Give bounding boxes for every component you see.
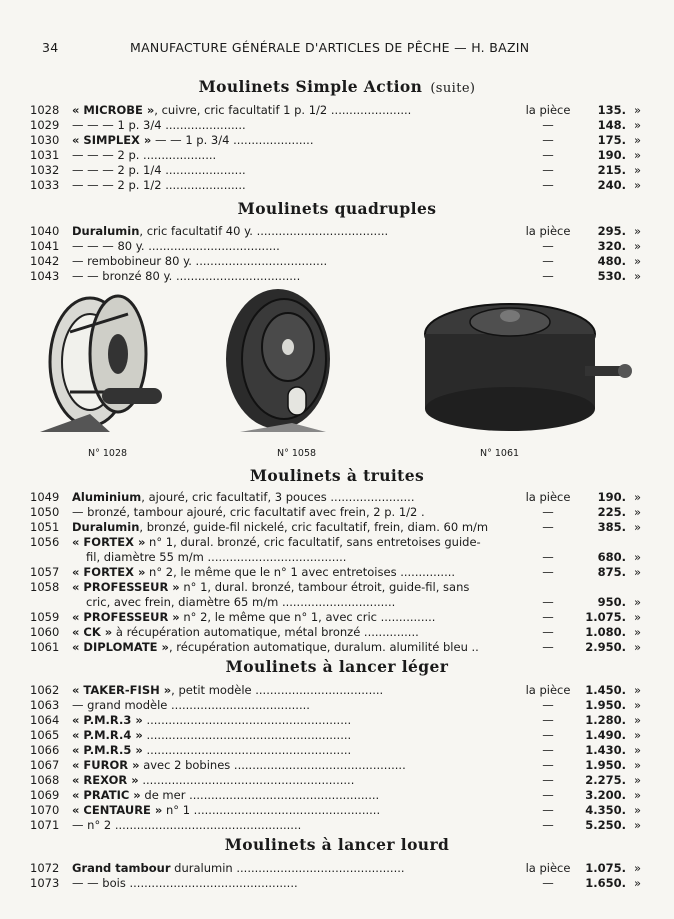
price-row xyxy=(0,178,674,193)
item-price: 295. xyxy=(597,224,626,238)
item-description xyxy=(72,580,520,595)
item-description xyxy=(72,803,520,818)
item-ref: 1056 xyxy=(30,535,60,549)
price-row xyxy=(0,743,674,758)
price-guillemet: » xyxy=(634,490,642,504)
price-guillemet: » xyxy=(634,625,642,639)
item-details: n° 1, dural. bronzé, cric facultatif, sans entretoises guide- xyxy=(145,535,481,549)
item-ref: 1064 xyxy=(30,713,60,727)
item-ref: 1029 xyxy=(30,118,60,132)
item-name: « DIPLOMATE » xyxy=(72,640,169,654)
item-description xyxy=(72,861,520,876)
item-price: 385. xyxy=(597,520,626,534)
item-ref: 1065 xyxy=(30,728,60,742)
item-unit: la pièce xyxy=(525,224,571,238)
item-ref: 1051 xyxy=(30,520,60,534)
header-title: MANUFACTURE GÉNÉRALE D'ARTICLES DE PÊCHE — H. BAZIN xyxy=(130,40,530,55)
item-description xyxy=(72,818,520,833)
item-price: 1.075. xyxy=(585,861,626,875)
item-details: ........................................................ xyxy=(142,713,352,727)
item-price: 530. xyxy=(597,269,626,283)
figure-caption-1061: N° 1061 xyxy=(480,448,520,459)
price-guillemet: » xyxy=(634,239,642,253)
item-description xyxy=(72,683,520,698)
item-description xyxy=(72,103,520,118)
page-header xyxy=(38,40,650,60)
price-row xyxy=(0,490,674,505)
section-title-text: Moulinets à lancer lourd xyxy=(224,835,450,854)
item-ref: 1040 xyxy=(30,224,60,238)
item-name: « P.M.R.5 » xyxy=(72,743,143,757)
figure-caption-1058: N° 1058 xyxy=(277,448,317,459)
item-ref: 1059 xyxy=(30,610,60,624)
item-description xyxy=(72,610,520,625)
price-row xyxy=(0,788,674,803)
item-price: 1.450. xyxy=(585,683,626,697)
price-row xyxy=(0,535,674,550)
price-guillemet: » xyxy=(634,713,642,727)
item-unit: la pièce xyxy=(525,683,571,697)
price-guillemet: » xyxy=(634,118,642,132)
price-guillemet: » xyxy=(634,861,642,875)
section-title-simple-action xyxy=(0,77,674,96)
item-price: 320. xyxy=(597,239,626,253)
item-unit: — xyxy=(542,520,554,534)
item-name: « SIMPLEX » xyxy=(72,133,152,147)
item-ref: 1060 xyxy=(30,625,60,639)
price-guillemet: » xyxy=(634,743,642,757)
item-unit: — xyxy=(542,565,554,579)
item-details: — rembobineur 80 y. .................................... xyxy=(72,254,328,268)
item-description xyxy=(72,163,520,178)
price-row xyxy=(0,818,674,833)
item-details: , cuivre, cric facultatif 1 p. 1/2 ...................... xyxy=(154,103,412,117)
item-unit: — xyxy=(542,254,554,268)
price-guillemet: » xyxy=(634,224,642,238)
item-unit: — xyxy=(542,640,554,654)
item-name: Duralumin xyxy=(72,224,140,238)
item-description xyxy=(72,565,520,580)
price-row xyxy=(0,610,674,625)
price-guillemet: » xyxy=(634,163,642,177)
item-price: 135. xyxy=(597,103,626,117)
item-price: 190. xyxy=(597,490,626,504)
item-price: 240. xyxy=(597,178,626,192)
price-guillemet: » xyxy=(634,269,642,283)
item-ref: 1049 xyxy=(30,490,60,504)
item-name: « P.M.R.3 » xyxy=(72,713,143,727)
item-unit: — xyxy=(542,269,554,283)
item-details: de mer .................................................... xyxy=(140,788,380,802)
price-guillemet: » xyxy=(634,103,642,117)
price-guillemet: » xyxy=(634,595,642,609)
section-title-truites xyxy=(0,466,674,485)
item-price: 1.280. xyxy=(585,713,626,727)
item-price: 2.275. xyxy=(585,773,626,787)
item-details: n° 1, dural. bronzé, tambour étroit, guide-fil, sans xyxy=(179,580,470,594)
price-guillemet: » xyxy=(634,520,642,534)
item-details: — — — 1 p. 3/4 ...................... xyxy=(72,118,246,132)
item-unit: — xyxy=(542,118,554,132)
item-description xyxy=(72,788,520,803)
price-guillemet: » xyxy=(634,773,642,787)
price-guillemet: » xyxy=(634,758,642,772)
price-row xyxy=(0,728,674,743)
item-name: « PRATIC » xyxy=(72,788,141,802)
item-name: « REXOR » xyxy=(72,773,139,787)
price-row xyxy=(0,103,674,118)
item-description xyxy=(72,490,520,505)
item-ref: 1067 xyxy=(30,758,60,772)
item-description xyxy=(72,520,520,535)
item-details: .......................................................... xyxy=(138,773,355,787)
price-guillemet: » xyxy=(634,683,642,697)
item-name: « TAKER-FISH » xyxy=(72,683,172,697)
item-ref: 1041 xyxy=(30,239,60,253)
section-title-text: Moulinets quadruples xyxy=(237,199,437,218)
item-price: 5.250. xyxy=(585,818,626,832)
item-details: — — 1 p. 3/4 ...................... xyxy=(151,133,314,147)
item-details: — — — 2 p. .................... xyxy=(72,148,217,162)
item-details: — — — 2 p. 1/2 ...................... xyxy=(72,178,246,192)
item-ref: 1057 xyxy=(30,565,60,579)
item-details: , ajouré, cric facultatif, 3 pouces ....................... xyxy=(141,490,415,504)
item-unit: — xyxy=(542,550,554,564)
item-details: n° 1 ................................................... xyxy=(162,803,381,817)
item-price: 2.950. xyxy=(585,640,626,654)
price-guillemet: » xyxy=(634,254,642,268)
item-price: 1.075. xyxy=(585,610,626,624)
price-row xyxy=(0,876,674,891)
item-description xyxy=(72,773,520,788)
item-name: « FORTEX » xyxy=(72,535,146,549)
item-unit: — xyxy=(542,876,554,890)
item-ref: 1069 xyxy=(30,788,60,802)
item-price: 4.350. xyxy=(585,803,626,817)
reel-1028-illustration xyxy=(30,292,180,442)
item-name: « P.M.R.4 » xyxy=(72,728,143,742)
price-row xyxy=(0,640,674,655)
price-row xyxy=(0,550,674,565)
price-row xyxy=(0,565,674,580)
item-price: 148. xyxy=(597,118,626,132)
item-details: — — bois .............................................. xyxy=(72,876,298,890)
price-row xyxy=(0,505,674,520)
item-ref: 1031 xyxy=(30,148,60,162)
item-details: , petit modèle ................................... xyxy=(171,683,384,697)
item-details: cric, avec frein, diamètre 65 m/m ............................... xyxy=(86,595,396,609)
item-description xyxy=(72,758,520,773)
section-title-text: Moulinets à truites xyxy=(249,466,425,485)
item-ref: 1061 xyxy=(30,640,60,654)
item-ref: 1033 xyxy=(30,178,60,192)
price-row xyxy=(0,133,674,148)
price-row xyxy=(0,239,674,254)
item-unit: — xyxy=(542,773,554,787)
price-row xyxy=(0,163,674,178)
item-name: Aluminium xyxy=(72,490,142,504)
price-guillemet: » xyxy=(634,178,642,192)
reel-1061-illustration xyxy=(415,294,635,434)
item-description xyxy=(86,550,520,565)
item-price: 875. xyxy=(597,565,626,579)
item-name: « CK » xyxy=(72,625,113,639)
item-details: — bronzé, tambour ajouré, cric facultatif avec frein, 2 p. 1/2 . xyxy=(72,505,425,519)
figure-caption-1028: N° 1028 xyxy=(88,448,128,459)
item-description xyxy=(72,713,520,728)
item-ref: 1071 xyxy=(30,818,60,832)
item-price: 680. xyxy=(597,550,626,564)
price-guillemet: » xyxy=(634,698,642,712)
price-row xyxy=(0,580,674,595)
item-price: 1.430. xyxy=(585,743,626,757)
item-unit: — xyxy=(542,610,554,624)
price-guillemet: » xyxy=(634,610,642,624)
item-ref: 1058 xyxy=(30,580,60,594)
item-unit: — xyxy=(542,743,554,757)
item-unit: — xyxy=(542,133,554,147)
item-description xyxy=(72,698,520,713)
item-details: fil, diamètre 55 m/m ...................................... xyxy=(86,550,347,564)
item-price: 1.080. xyxy=(585,625,626,639)
price-row xyxy=(0,269,674,284)
item-details: n° 2, le même que n° 1, avec cric ............... xyxy=(179,610,436,624)
item-unit: — xyxy=(542,698,554,712)
item-ref: 1063 xyxy=(30,698,60,712)
item-name: Duralumin xyxy=(72,520,140,534)
item-ref: 1042 xyxy=(30,254,60,268)
item-name: « FORTEX » xyxy=(72,565,146,579)
price-guillemet: » xyxy=(634,728,642,742)
section-title-lancer-leger xyxy=(0,657,674,676)
reel-1058-illustration xyxy=(222,287,334,437)
item-unit: la pièce xyxy=(525,861,571,875)
section-title-quadruples xyxy=(0,199,674,218)
item-ref: 1068 xyxy=(30,773,60,787)
price-row xyxy=(0,683,674,698)
item-unit: — xyxy=(542,148,554,162)
item-description xyxy=(86,595,520,610)
item-details: ........................................................ xyxy=(142,743,352,757)
price-row xyxy=(0,118,674,133)
item-unit: — xyxy=(542,625,554,639)
item-name: « MICROBE » xyxy=(72,103,155,117)
item-description xyxy=(72,505,520,520)
item-unit: — xyxy=(542,505,554,519)
item-description xyxy=(72,148,520,163)
price-row xyxy=(0,224,674,239)
price-guillemet: » xyxy=(634,803,642,817)
item-description xyxy=(72,239,520,254)
item-description xyxy=(72,743,520,758)
item-details: , bronzé, guide-fil nickelé, cric facultatif, frein, diam. 60 m/m xyxy=(139,520,489,534)
section-title-text: Moulinets à lancer léger xyxy=(225,657,449,676)
item-price: 175. xyxy=(597,133,626,147)
item-ref: 1072 xyxy=(30,861,60,875)
item-description xyxy=(72,254,520,269)
item-unit: — xyxy=(542,758,554,772)
item-details: — n° 2 ................................................... xyxy=(72,818,302,832)
item-price: 3.200. xyxy=(585,788,626,802)
item-details: ........................................................ xyxy=(142,728,352,742)
item-unit: — xyxy=(542,163,554,177)
price-row xyxy=(0,254,674,269)
item-unit: — xyxy=(542,178,554,192)
item-details: duralumin .............................................. xyxy=(170,861,405,875)
item-ref: 1070 xyxy=(30,803,60,817)
item-ref: 1062 xyxy=(30,683,60,697)
item-details: avec 2 bobines ............................................... xyxy=(139,758,406,772)
price-guillemet: » xyxy=(634,505,642,519)
item-details: — — bronzé 80 y. .................................. xyxy=(72,269,301,283)
item-description xyxy=(72,224,520,239)
item-description xyxy=(72,133,520,148)
price-guillemet: » xyxy=(634,788,642,802)
item-name: « PROFESSEUR » xyxy=(72,610,180,624)
item-details: , cric facultatif 40 y. .................................... xyxy=(139,224,389,238)
item-unit: — xyxy=(542,818,554,832)
price-guillemet: » xyxy=(634,565,642,579)
price-row xyxy=(0,861,674,876)
item-description xyxy=(72,876,520,891)
item-ref: 1030 xyxy=(30,133,60,147)
item-description xyxy=(72,178,520,193)
item-details: n° 2, le même que le n° 1 avec entretoises ............... xyxy=(145,565,456,579)
item-price: 1.490. xyxy=(585,728,626,742)
item-price: 225. xyxy=(597,505,626,519)
item-unit: — xyxy=(542,728,554,742)
item-description xyxy=(72,118,520,133)
price-guillemet: » xyxy=(634,640,642,654)
item-name: « CENTAURE » xyxy=(72,803,163,817)
price-row xyxy=(0,713,674,728)
price-guillemet: » xyxy=(634,550,642,564)
item-price: 215. xyxy=(597,163,626,177)
price-row xyxy=(0,698,674,713)
section-suffix: (suite) xyxy=(430,81,476,96)
item-price: 1.650. xyxy=(585,876,626,890)
item-description xyxy=(72,269,520,284)
item-description xyxy=(72,640,520,655)
item-unit: — xyxy=(542,595,554,609)
item-ref: 1032 xyxy=(30,163,60,177)
item-unit: — xyxy=(542,788,554,802)
price-row xyxy=(0,625,674,640)
price-row xyxy=(0,148,674,163)
section-title-lancer-lourd xyxy=(0,835,674,854)
price-row xyxy=(0,595,674,610)
item-unit: la pièce xyxy=(525,490,571,504)
item-details: , récupération automatique, duralum. alumilité bleu .. xyxy=(168,640,479,654)
price-guillemet: » xyxy=(634,133,642,147)
page-number: 34 xyxy=(42,40,59,55)
item-price: 1.950. xyxy=(585,758,626,772)
item-name: « PROFESSEUR » xyxy=(72,580,180,594)
item-price: 1.950. xyxy=(585,698,626,712)
price-row xyxy=(0,520,674,535)
price-guillemet: » xyxy=(634,876,642,890)
price-row xyxy=(0,773,674,788)
item-unit: la pièce xyxy=(525,103,571,117)
item-unit: — xyxy=(542,713,554,727)
item-ref: 1073 xyxy=(30,876,60,890)
item-ref: 1043 xyxy=(30,269,60,283)
item-ref: 1028 xyxy=(30,103,60,117)
item-details: — — — 2 p. 1/4 ...................... xyxy=(72,163,246,177)
item-description xyxy=(72,625,520,640)
item-price: 950. xyxy=(597,595,626,609)
item-unit: — xyxy=(542,239,554,253)
item-details: — grand modèle ...................................... xyxy=(72,698,310,712)
item-price: 190. xyxy=(597,148,626,162)
item-ref: 1050 xyxy=(30,505,60,519)
price-guillemet: » xyxy=(634,148,642,162)
item-unit: — xyxy=(542,803,554,817)
price-row xyxy=(0,758,674,773)
section-title-text: Moulinets Simple Action xyxy=(198,77,423,96)
item-name: « FUROR » xyxy=(72,758,140,772)
item-price: 480. xyxy=(597,254,626,268)
price-guillemet: » xyxy=(634,818,642,832)
item-details: à récupération automatique, métal bronzé ............... xyxy=(112,625,419,639)
price-row xyxy=(0,803,674,818)
item-description xyxy=(72,535,520,550)
item-description xyxy=(72,728,520,743)
item-details: — — — 80 y. .................................... xyxy=(72,239,280,253)
item-name: Grand tambour xyxy=(72,861,171,875)
item-ref: 1066 xyxy=(30,743,60,757)
